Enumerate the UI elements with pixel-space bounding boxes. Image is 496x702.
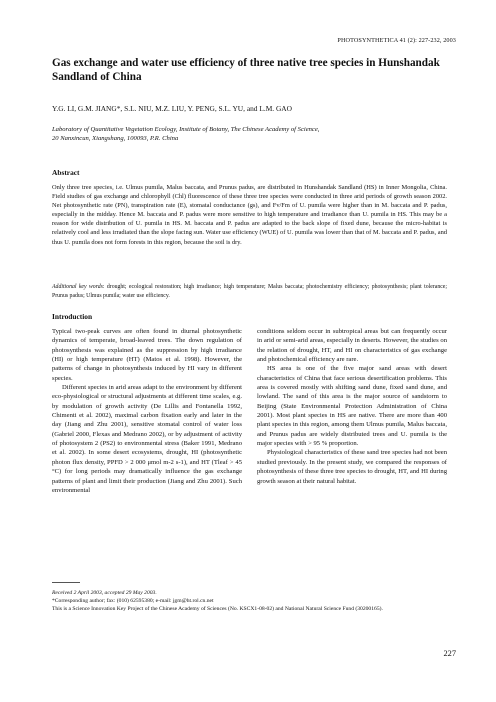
abstract-text: Only three tree species, i.e. Ulmus pumila, Malus baccata, and Prunus padus, are distributed in Hunshandak Sandland (HS) in Inner Mongolia, China. Field studies of gas exchange and chlorophyll (Chl) fluorescence of these three tree species were conducted in three arid periods of growth season 2002. Net photosynthetic rate (PN), transpiration rate (E), stomatal conductance (gs), and Fv/Fm of U. pumila were higher than in M. baccata and P. padus, especially in the midday. Hence M. baccata and P. padus were more sensitive to high temperature and irradiance than U. pumila in HS. This may be a reason for wide distribution of U. pumila in HS. M. baccata and P. padus are adapted to the back slope of fixed dune, because the micro-habitat is relatively cool and less irradiated than the slope facing sun. Water use efficiency (WUE) of U. pumila was lower than that of M. baccata and P. padus, and thus U. pumila does not form forests in this region, because the soil is dry.	[52, 184, 447, 246]
footnote-divider	[52, 582, 80, 583]
keywords	[52, 283, 447, 300]
paragraph: Physiological characteristics of these sand tree species had not been studied previously. In the present study, we compared the responses of photosynthesis of these three tree species to drought, HT, and HI during growth season at their natural habitat.	[257, 449, 447, 485]
corresponding-author: *Corresponding author; fax: (010) 62595380; e-mail: jgm@ht.rol.cn.net	[52, 598, 214, 605]
received-date: Received 2 April 2003, accepted 29 May 2003.	[52, 590, 157, 596]
keywords-text: : drought; ecological restoration; high irradiance; high temperature; Malus baccata; photochemistry efficiency; photosynthesis; plant tolerance; Prunus padus; Ulmus pumila; water use efficiency.	[52, 284, 447, 299]
abstract-heading: Abstract	[52, 168, 80, 177]
affiliation-line: 20 Nanxincun, Xiangshang, 100093, P.R. China	[52, 135, 179, 142]
article-title: Gas exchange and water use efficiency of three native tree species in Hunshandak Sandland of China	[52, 57, 440, 83]
introduction-heading: Introduction	[52, 312, 93, 321]
right-column	[257, 327, 447, 486]
journal-reference: PHOTOSYNTHETICA 41 (2): 227-232, 2003	[337, 37, 456, 44]
affiliation	[52, 125, 452, 143]
keywords-label: Additional key words	[52, 284, 103, 290]
paragraph: HS area is one of the five major sand areas with desert characteristics of China that face serious desertification problems. This area is covered mostly with shifting sand dune, fixed sand dune, and lowland. The sand of this area is the major source of sandstorm to Beijing (State Environmental Protection Administration of China 2001). Most plant species in HS are native. There are more than 400 plant species in this region, among them Ulmus pumila, Malus baccata, and Prunus padus are widely distributed trees and U. pumila is the major species with > 95 % proportion.	[257, 365, 447, 448]
paragraph: conditions seldom occur in subtropical areas but can frequently occur in arid or semi-arid areas, especially in deserts. However, the studies on the relation of drought, HT, and HI on characteristics of gas exchange and photochemical efficiency are rare.	[257, 328, 447, 364]
author-list: Y.G. LI, G.M. JIANG*, S.L. NIU, M.Z. LIU, Y. PENG, S.L. YU, and L.M. GAO	[52, 104, 292, 113]
footnotes	[52, 589, 447, 614]
affiliation-line: Laboratory of Quantitative Vegetation Ecology, Institute of Botany, The Chinese Academy of Science,	[52, 126, 320, 133]
funding-note: This is a Science Innovation Key Project of the Chinese Academy of Sciences (No. KSCX1-08-02) and National Natural Science Fund (30200165).	[52, 606, 383, 613]
paragraph: Typical two-peak curves are often found in diurnal photosynthetic dynamics of temperate, broad-leaved trees. The down regulation of photosynthesis was explained as the suppression by high irradiance (HI) or high temperature (HT) (Matos et al. 1998). However, the patterns of change in photosynthesis induced by HI vary in different species.	[52, 328, 242, 382]
paragraph: Different species in arid areas adapt to the environment by different eco-physiological or structural adjustments at different time scales, e.g. by modulation of growth activity (De Lillis and Fontanella 1992, Chimenti et al. 2002), maximal carbon fixation early and later in the day (Jiang and Zhu 2001), sensitive stomatal control of water loss (Gabriel 2000, Flexas and Medrano 2002), or by adjustment of activity of photosystem 2 (PS2) to environmental stress (Baker 1991, Medrano et al. 2002). In some desert ecosystems, drought, HI (photosynthetic photon flux density, PPFD > 2 000 μmol m-2 s-1), and HT (Tleaf > 45 °C) for long periods may dramatically influence the gas exchange patterns of plant and limit their production (Jiang and Zhu 2001). Such environmental	[52, 384, 242, 494]
left-column	[52, 327, 242, 495]
page-number: 227	[443, 649, 456, 658]
